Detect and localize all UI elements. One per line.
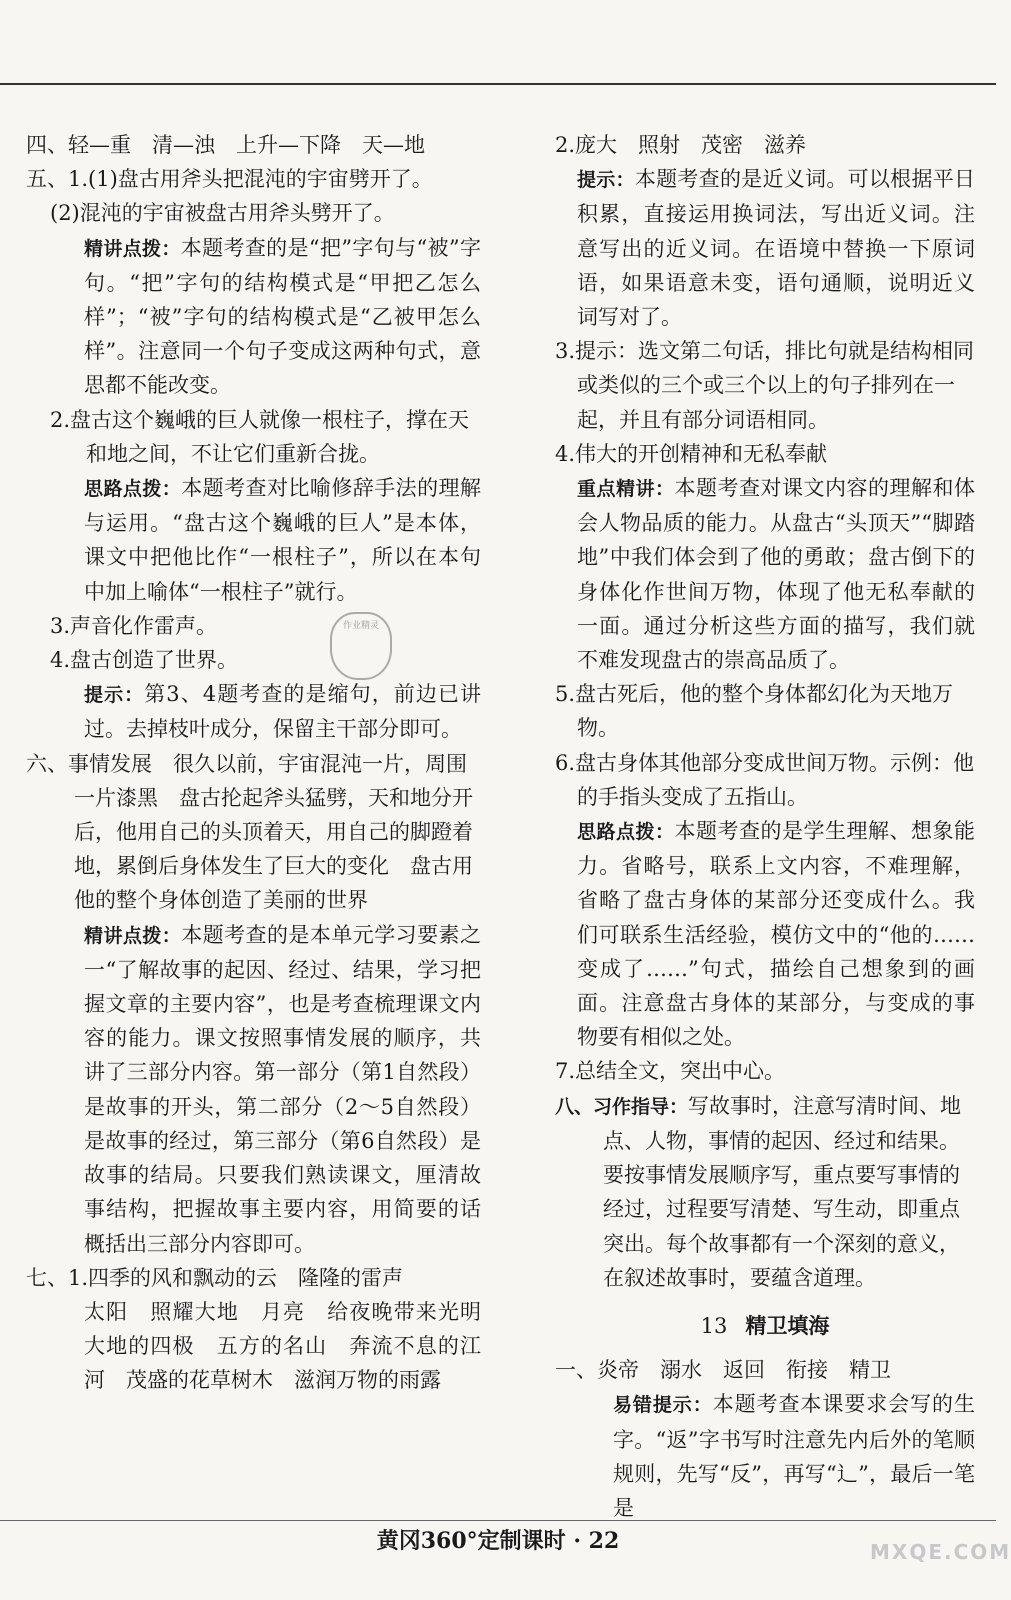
- answer-item: [26, 1261, 481, 1295]
- answer-item: [577, 162, 975, 334]
- answer-label: 精讲点拨：: [84, 237, 181, 260]
- top-rule: [0, 83, 996, 85]
- answer-label: 精讲点拨：: [84, 924, 182, 947]
- answer-text: 本题考查的是学生理解、想象能力。省略号，联系上文内容，不难理解，省略了盘古身体的某部分还变成什么。我们可联系生活经验，模仿文中的“他的……变成了……”句式，描绘自己想象到的画面。注意盘古身体的某部分，与变成的事物要有相似之处。: [577, 819, 975, 1050]
- answer-text: 太阳 照耀大地 月亮 给夜晚带来光明 大地的四极 五方的名山 奔流不息的江河 茂盛的花草树木 滋润万物的雨露: [84, 1299, 502, 1393]
- answer-item: [555, 1353, 975, 1387]
- answer-item: [577, 471, 975, 677]
- answer-item: [84, 471, 481, 609]
- answer-text: 本题考查的是近义词。可以根据平日积累，直接运用换词法，写出近义词。注意写出的近义词。在语境中替换一下原词语，如果语意未变，语句通顺，说明近义词写对了。: [577, 167, 975, 330]
- answer-text: 2.庞大 照射 茂密 滋养: [555, 133, 807, 157]
- answer-item: [26, 162, 481, 196]
- answer-item: [555, 437, 975, 471]
- answer-item: [84, 1295, 502, 1398]
- answer-text: 6.盘古身体其他部分变成世间万物。示例：他的手指头变成了五指山。: [555, 750, 975, 809]
- answer-item: [50, 643, 481, 677]
- lesson-number: 13: [700, 1313, 728, 1338]
- answer-label: 重点精讲：: [577, 478, 675, 501]
- answer-label: 提示：: [577, 169, 635, 192]
- stamp: [330, 612, 392, 680]
- answer-label: 提示：: [84, 684, 145, 707]
- answer-text: 2.盘古这个巍峨的巨人就像一根柱子，撑在天和地之间，不让它们重新合拢。: [50, 407, 470, 466]
- answer-text: 本题考查的是本单元学习要素之一“了解故事的起因、经过、结果，学习把握文章的主要内容”，也是考查梳理课文内容的能力。课文按照事情发展的顺序，共讲了三部分内容。第一部分（第1自然段）是故事的开头，第二部分（2～5自然段）是故事的经过，第三部分（第6自然段）是故事的结局。只要我们熟读课文，厘清故事结构，把握故事主要内容，用简要的话概括出三部分内容即可。: [84, 922, 481, 1256]
- answer-text: 本题考查本课要求会写的生字。“返”字书写时注意先内后外的笔顺规则，先写“反”，再写“辶”，最后一笔是: [613, 1392, 975, 1520]
- answer-item: [555, 1054, 975, 1088]
- answer-text: 4.盘古创造了世界。: [50, 648, 239, 673]
- answer-label: 易错提示：: [613, 1394, 713, 1417]
- answer-item: [555, 1089, 975, 1295]
- left-column: [26, 128, 502, 1398]
- answer-text: 本题考查对比喻修辞手法的理解与运用。“盘古这个巍峨的巨人”是本体，课文中把他比作“一根柱子”，所以在本句中加上喻体“一根柱子”就行。: [84, 476, 481, 604]
- answer-text: 5.盘古死后，他的整个身体都幻化为天地万物。: [555, 682, 954, 741]
- right-main-answers: [555, 128, 975, 1295]
- answer-item: [613, 1387, 975, 1525]
- answer-item: [26, 128, 481, 162]
- answer-item: [50, 609, 481, 643]
- answer-text: 一、炎帝 溺水 返回 衔接 精卫: [555, 1358, 891, 1383]
- answer-item: [555, 334, 975, 437]
- answer-text: 七、1.四季的风和飘动的云 隆隆的雷声: [26, 1265, 404, 1290]
- answer-text: 本题考查对课文内容的理解和体会人物品质的能力。从盘古“头顶天”“脚踏地”中我们体会到了他的勇敢；盘古倒下的身体化作世间万物，体现了他无私奉献的一面。通过分析这些方面的描写，我们就不难发现盘古的崇高品质了。: [577, 476, 975, 673]
- answer-text: 4.伟大的开创精神和无私奉献: [555, 441, 828, 466]
- answer-label: 八、习作指导：: [555, 1095, 689, 1118]
- answer-text: 五、1.(1)盘古用斧头把混沌的宇宙劈开了。: [26, 167, 433, 192]
- lesson-answers: [555, 1353, 975, 1525]
- answer-text: (2)混沌的宇宙被盘古用斧头劈开了。: [50, 201, 395, 226]
- answer-text: 3.声音化作雷声。: [50, 613, 218, 638]
- answer-item: [26, 747, 481, 918]
- answer-item: [555, 746, 975, 814]
- answer-item: [84, 231, 481, 403]
- answer-text: 六、事情发展 很久以前，宇宙混沌一片，周围一片漆黑 盘古抡起斧头猛劈，天和地分开后，他用自己的头顶着天，用自己的脚蹬着地，累倒后身体发生了巨大的变化 盘古用他的整个身体创造了美丽的世界: [26, 751, 473, 913]
- answer-item: [84, 677, 481, 746]
- answer-item: [50, 403, 481, 471]
- answer-text: 第3、4题考查的是缩句，前边已讲过。去掉枝叶成分，保留主干部分即可。: [84, 682, 481, 742]
- watermark: MXQE.COM: [870, 1540, 1011, 1564]
- answer-label: 思路点拨：: [577, 821, 675, 844]
- answer-text: 写故事时，注意写清时间、地点、人物，事情的起因、经过和结果。要按事情发展顺序写，重点要写事情的经过，过程要写清楚、写生动，即重点突出。每个故事都有一个深刻的意义，在叙述故事时，要蕴含道理。: [603, 1093, 962, 1290]
- answer-text: 3.提示：选文第二句话，排比句就是结构相同或类似的三个或三个以上的句子排列在一起，并且有部分词语相同。: [555, 339, 975, 432]
- answer-item: [84, 918, 481, 1261]
- right-column: [555, 128, 975, 1525]
- bottom-rule: [0, 1520, 996, 1521]
- lesson-title: 精卫填海: [745, 1312, 830, 1338]
- lesson-heading: [555, 1309, 975, 1343]
- answer-item: [577, 814, 975, 1054]
- answer-label: 思路点拨：: [84, 478, 182, 501]
- page-footer: 黄冈360°定制课时 · 22: [376, 1528, 620, 1554]
- stamp-text: 作业精灵: [342, 621, 379, 631]
- answer-item: [50, 196, 481, 230]
- answer-item: [555, 677, 975, 745]
- answer-text: 7.总结全文，突出中心。: [555, 1059, 786, 1084]
- answer-text: 本题考查的是“把”字句与“被”字句。“把”字句的结构模式是“甲把乙怎么样”；“被”字句的结构模式是“乙被甲怎么样”。注意同一个句子变成这两种句式，意思都不能改变。: [84, 235, 481, 398]
- answer-item: [555, 128, 975, 162]
- answer-text: 四、轻—重 清—浊 上升—下降 天—地: [26, 133, 425, 157]
